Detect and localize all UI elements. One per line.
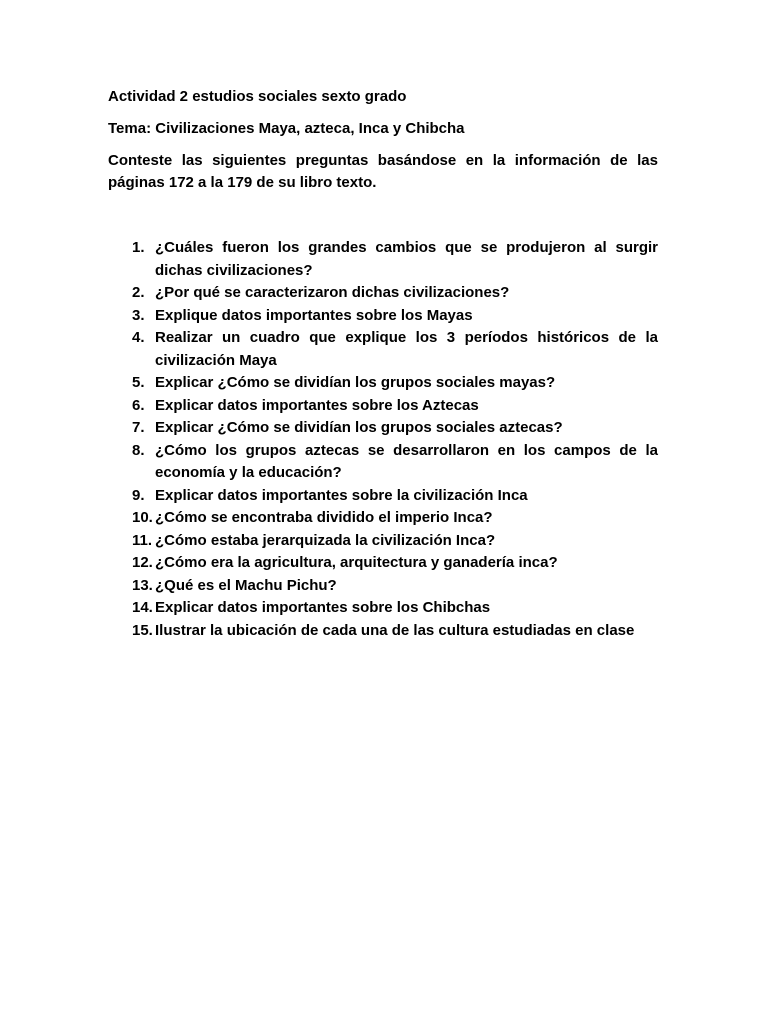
question-number: 3. [132,306,145,324]
question-item [108,507,658,530]
question-number: 10. [132,509,153,526]
question-text: Explicar datos importantes sobre la civilización Inca [155,486,528,504]
document-topic: Tema: Civilizaciones Maya, azteca, Inca y Chibcha [108,120,465,137]
question-item [108,552,658,575]
question-number: 13. [132,576,153,594]
question-number: 4. [132,329,145,346]
question-text: Explicar ¿Cómo se dividían los grupos sociales mayas? [155,374,556,391]
question-item [108,440,658,485]
question-item [108,237,658,282]
question-text: ¿Cómo los grupos aztecas se desarrollaron en los campos de la economía y la educación? [155,441,658,481]
question-number: 8. [132,441,145,459]
question-item [108,597,658,620]
question-text: Ilustrar la ubicación de cada una de las cultura estudiadas en clase [155,621,635,639]
question-item [108,327,658,372]
question-text: ¿Cuáles fueron los grandes cambios que se produjeron al surgir dichas civilizaciones? [155,239,658,279]
question-number: 7. [132,419,145,436]
question-item [108,575,658,598]
question-number: 6. [132,396,145,414]
question-item [108,282,658,305]
question-number: 12. [132,554,153,571]
question-item [108,417,658,440]
question-text: Explique datos importantes sobre los Mayas [155,306,473,324]
question-item [108,305,658,328]
question-number: 11. [132,531,153,549]
question-number: 15. [132,621,153,639]
question-item [108,372,658,395]
question-number: 1. [132,239,145,256]
question-text: ¿Qué es el Machu Pichu? [155,576,337,594]
question-text: Explicar datos importantes sobre los Aztecas [155,396,479,414]
question-number: 5. [132,374,145,391]
document-title: Actividad 2 estudios sociales sexto grado [108,88,407,105]
question-text: Explicar datos importantes sobre los Chibchas [155,599,491,616]
question-text: Realizar un cuadro que explique los 3 períodos históricos de la civilización Maya [155,329,658,369]
question-number: 14. [132,599,153,616]
question-item [108,530,658,553]
question-item [108,485,658,508]
question-text: ¿Cómo se encontraba dividido el imperio Inca? [155,509,493,526]
question-text: ¿Cómo era la agricultura, arquitectura y ganadería inca? [155,554,558,571]
document-instructions: Conteste las siguientes preguntas basándose en la información de las páginas 172 a la 179 de su libro texto. [108,152,658,191]
question-number: 2. [132,284,145,301]
question-text: ¿Cómo estaba jerarquizada la civilización Inca? [155,531,496,549]
question-item [108,395,658,418]
question-list [108,237,658,642]
question-text: ¿Por qué se caracterizaron dichas civilizaciones? [155,284,510,301]
question-item [108,620,658,643]
question-text: Explicar ¿Cómo se dividían los grupos sociales aztecas? [155,419,563,436]
question-number: 9. [132,486,145,504]
